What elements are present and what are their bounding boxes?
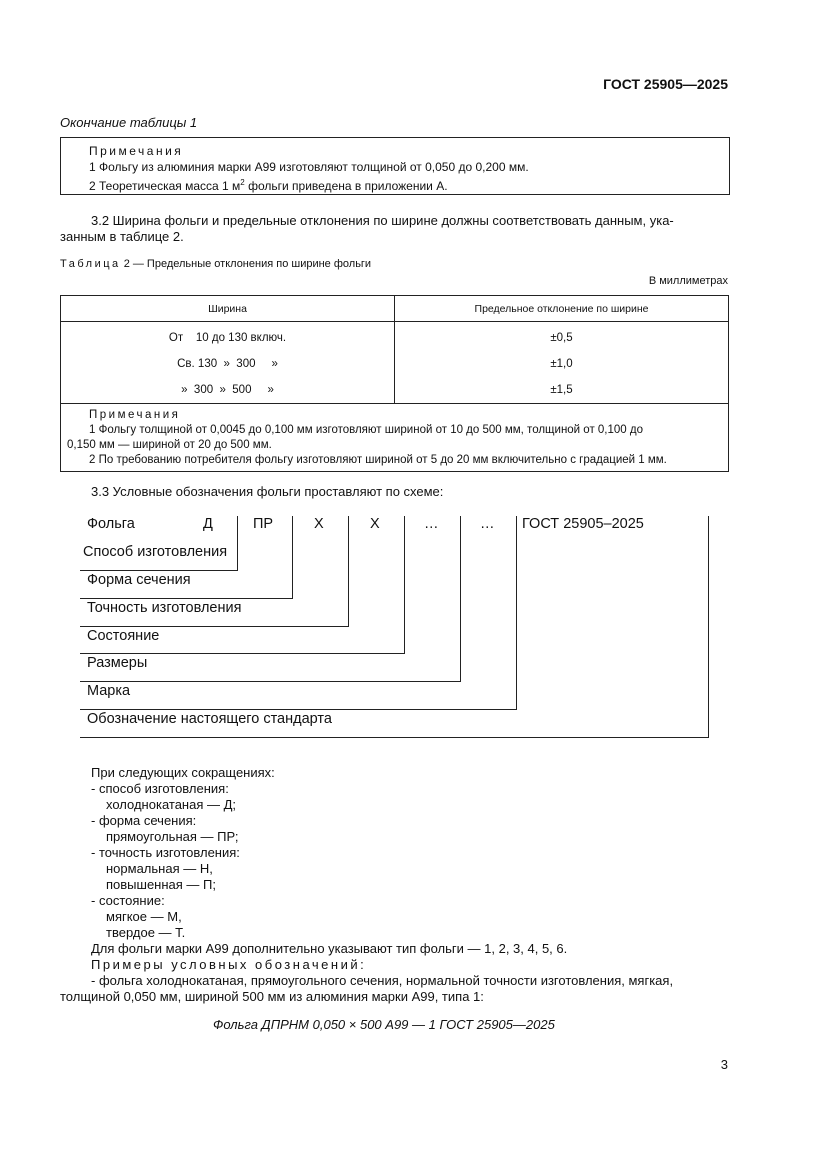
col-header-deviation: Предельное отклонение по ширине bbox=[395, 296, 729, 322]
abbr-line: холоднокатаная — Д; bbox=[106, 797, 237, 812]
scheme-label: Обозначение настоящего стандарта bbox=[87, 711, 332, 727]
cell: Св. 130 » 300 » bbox=[61, 351, 395, 377]
table-row bbox=[61, 377, 729, 404]
scheme-label: Форма сечения bbox=[87, 572, 191, 588]
scheme-line bbox=[80, 737, 709, 738]
page-number: 3 bbox=[720, 1057, 728, 1072]
table2-caption bbox=[60, 258, 371, 270]
col-header-width: Ширина bbox=[61, 296, 395, 322]
table2 bbox=[60, 295, 729, 472]
examples-title: Примеры условных обозначений: bbox=[91, 957, 367, 972]
abbr-line: - состояние: bbox=[91, 893, 165, 908]
example-code: Фольга ДПРНМ 0,050 × 500 А99 — 1 ГОСТ 25905—2025 bbox=[213, 1017, 555, 1032]
abbr-line: нормальная — Н, bbox=[106, 861, 213, 876]
abbr-line: прямоугольная — ПР; bbox=[106, 829, 239, 844]
scheme-dots2: … bbox=[480, 516, 495, 532]
units-label: В миллиметрах bbox=[648, 275, 728, 287]
abbr-line: твердое — Т. bbox=[106, 925, 186, 940]
table-row bbox=[61, 351, 729, 377]
para-3-3: 3.3 Условные обозначения фольги проставляют по схеме: bbox=[91, 484, 444, 499]
caption-label: Таблица bbox=[60, 258, 121, 270]
table1-end-caption: Окончание таблицы 1 bbox=[60, 115, 198, 130]
superscript: 2 bbox=[240, 178, 245, 187]
scheme-label: Состояние bbox=[87, 628, 160, 644]
scheme-line bbox=[80, 626, 349, 627]
abbr-intro: При следующих сокращениях: bbox=[91, 765, 275, 780]
table2-notes bbox=[61, 404, 729, 472]
abbr-line: - точность изготовления: bbox=[91, 845, 240, 860]
note-text: 2 Теоретическая масса 1 м bbox=[89, 179, 241, 193]
scheme-line bbox=[80, 653, 405, 654]
scheme-line bbox=[80, 681, 461, 682]
note-2 bbox=[61, 175, 729, 194]
scheme-label: Размеры bbox=[87, 655, 148, 671]
scheme-dots1: … bbox=[424, 516, 439, 532]
scheme-standard: ГОСТ 25905–2025 bbox=[522, 516, 644, 532]
scheme-label: Способ изготовления bbox=[83, 544, 228, 560]
scheme-line bbox=[460, 516, 461, 682]
scheme-x1: Х bbox=[314, 516, 324, 532]
note-1-cont: 0,150 мм — шириной от 20 до 500 мм. bbox=[67, 439, 272, 451]
abbr-line: Для фольги марки А99 дополнительно указывают тип фольги — 1, 2, 3, 4, 5, 6. bbox=[91, 941, 568, 956]
doc-header: ГОСТ 25905—2025 bbox=[603, 76, 728, 92]
scheme-pr: ПР bbox=[253, 516, 274, 532]
cell: ±1,5 bbox=[395, 377, 729, 404]
notes-title: Примечания bbox=[89, 144, 184, 158]
notes-title: Примечания bbox=[89, 409, 181, 421]
cell: ±1,0 bbox=[395, 351, 729, 377]
scheme-line bbox=[708, 516, 709, 738]
scheme-d: Д bbox=[203, 516, 213, 532]
note-1: 1 Фольгу толщиной от 0,0045 до 0,100 мм изготовляют шириной от 10 до 500 мм, толщиной от 0,100 до bbox=[89, 424, 643, 436]
caption-text: 2 — Предельные отклонения по ширине фольги bbox=[120, 258, 372, 270]
scheme-label: Точность изготовления bbox=[87, 600, 242, 616]
scheme-line bbox=[80, 570, 238, 571]
para-3-2-line2: занным в таблице 2. bbox=[60, 229, 184, 244]
table1-notes bbox=[60, 137, 730, 195]
scheme-line bbox=[80, 709, 517, 710]
scheme-label: Марка bbox=[87, 683, 131, 699]
abbr-line: повышенная — П; bbox=[106, 877, 216, 892]
abbr-line: - способ изготовления: bbox=[91, 781, 229, 796]
note-text: фольги приведена в приложении А. bbox=[244, 179, 448, 193]
table-row bbox=[61, 322, 729, 352]
abbr-line: - форма сечения: bbox=[91, 813, 197, 828]
scheme-line bbox=[292, 516, 293, 599]
para-3-2-line1: 3.2 Ширина фольги и предельные отклонения по ширине должны соответствовать данным, ука- bbox=[91, 213, 674, 228]
cell: От 10 до 130 включ. bbox=[61, 322, 395, 352]
example-line1: - фольга холоднокатаная, прямоугольного сечения, нормальной точности изготовления, мягкая, bbox=[91, 973, 674, 988]
scheme-line bbox=[348, 516, 349, 627]
abbr-line: мягкое — М, bbox=[106, 909, 182, 924]
example-line2: толщиной 0,050 мм, шириной 500 мм из алюминия марки А99, типа 1: bbox=[60, 989, 484, 1004]
scheme-line bbox=[404, 516, 405, 654]
scheme-x2: Х bbox=[370, 516, 380, 532]
scheme-foil: Фольга bbox=[87, 516, 135, 532]
scheme-line bbox=[80, 598, 293, 599]
cell: » 300 » 500 » bbox=[61, 377, 395, 404]
cell: ±0,5 bbox=[395, 322, 729, 352]
note-1: 1 Фольгу из алюминия марки А99 изготовляют толщиной от 0,050 до 0,200 мм. bbox=[89, 160, 529, 174]
note-2: 2 По требованию потребителя фольгу изготовляют шириной от 5 до 20 мм включительно с градацией 1 мм. bbox=[89, 454, 667, 466]
scheme-line bbox=[237, 516, 238, 571]
scheme-line bbox=[516, 516, 517, 710]
